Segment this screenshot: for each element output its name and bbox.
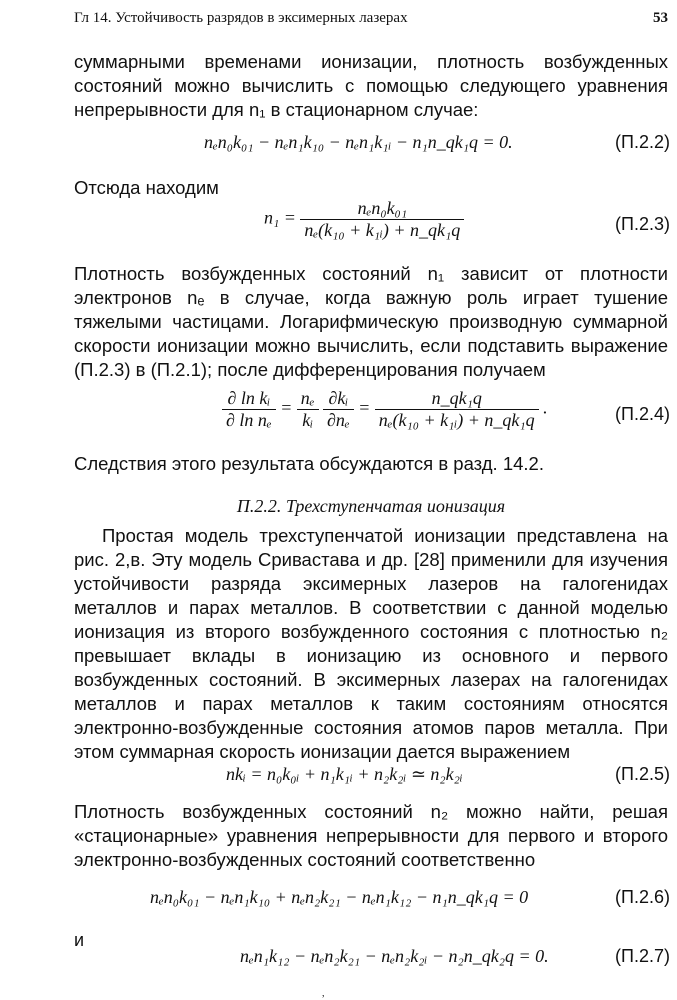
equation-p2-7 xyxy=(74,946,670,972)
equation-p2-3-number: (П.2.3) xyxy=(615,214,670,234)
paragraph-density-n2: Плотность возбужденных состояний n₂ можно найти, решая «стационарные» уравнения непрерывности для первого и второго электронно-возбужденных состояний соответственно xyxy=(74,801,668,870)
equation-p2-4-log-derivative xyxy=(222,388,276,431)
equation-p2-5-formula: nkᵢ = n₀k₀ᵢ + n₁k₁ᵢ + n₂k₂ᵢ ≃ n₂k₂ᵢ xyxy=(226,764,463,784)
print-speck: , xyxy=(322,988,325,999)
equation-p2-7-number: (П.2.7) xyxy=(615,946,670,966)
equation-p2-3-fraction xyxy=(300,198,464,241)
section-title: П.2.2. Трехступенчатая ионизация xyxy=(236,496,506,516)
equation-p2-4-equals-2: = xyxy=(358,397,371,418)
page-number: 53 xyxy=(653,10,668,26)
paragraph-intro: суммарными временами ионизации, плотность возбужденных состояний можно вычислить с помощью следующего уравнения непрерывности для n₁ в стационарном случае: xyxy=(74,51,668,120)
equation-p2-6 xyxy=(74,887,670,913)
equation-p2-2 xyxy=(74,132,670,158)
equation-p2-4-ratio xyxy=(297,388,319,431)
page-header xyxy=(74,10,668,32)
equation-p2-5 xyxy=(74,764,670,790)
equation-p2-4-ratio-num: nₑ xyxy=(300,388,315,408)
equation-p2-4-deriv-num: ∂kᵢ xyxy=(328,388,349,408)
equation-p2-3-denominator: nₑ(k₁₀ + k₁ᵢ) + n_qk₁q xyxy=(300,219,464,241)
equation-p2-6-formula: nₑn₀k₀₁ − nₑn₁k₁₀ + nₑn₂k₂₁ − nₑn₁k₁₂ − n₁n_qk₁q = 0 xyxy=(150,887,529,907)
equation-p2-4-period: . xyxy=(543,397,548,418)
equation-p2-3 xyxy=(74,198,670,254)
equation-p2-4-result-den: nₑ(k₁₀ + k₁ᵢ) + n_qk₁q xyxy=(375,409,539,431)
equation-p2-4-log-num: ∂ ln kᵢ xyxy=(227,388,271,408)
paragraph-three-step: Простая модель трехступенчатой ионизации представлена на рис. 2,в. Эту модель Сривастава и др. [28] применили для изучения устойчивости разряда эксимерных лазеров на галогенидах металлов и парах металлов. В соответствии с данной моделью ионизация из второго возбужденного состояния с плотностью n₂ превышает вклады в ионизацию из основного и первого возбужденных состояний. В эксимерных лазерах на галогенидах металлов и парах металлов к таким состояниям относятся электронно-возбужденные состояния атомов паров металла. При этом суммарная скорость ионизации дается выражением xyxy=(74,525,668,762)
equation-p2-3-lhs: n₁ = xyxy=(264,207,296,228)
conjunction-and: и xyxy=(74,930,85,950)
equation-p2-4-derivative xyxy=(323,388,354,431)
equation-p2-4-formula xyxy=(222,388,548,431)
equation-p2-3-numerator: nₑn₀k₀₁ xyxy=(357,198,408,218)
running-head: Гл 14. Устойчивость разрядов в эксимерных лазерах xyxy=(74,10,408,26)
equation-p2-4 xyxy=(74,388,670,448)
paragraph-density: Плотность возбужденных состояний n₁ зависит от плотности электронов nₑ в случае, когда важную роль играет тушение тяжелыми частицами. Логарифмическую производную суммарной скорости ионизации можно вычислить, если подставить выражение (П.2.3) в (П.2.1); после дифференцирования получаем xyxy=(74,263,668,380)
equation-p2-5-number: (П.2.5) xyxy=(615,764,670,784)
equation-p2-4-deriv-den: ∂nₑ xyxy=(323,409,354,431)
equation-p2-4-number: (П.2.4) xyxy=(615,404,670,424)
equation-p2-4-result xyxy=(375,388,539,431)
equation-p2-2-formula: nₑn₀k₀₁ − nₑn₁k₁₀ − nₑn₁k₁ᵢ − n₁n_qk₁q = 0. xyxy=(204,132,513,152)
equation-p2-2-number: (П.2.2) xyxy=(615,132,670,152)
equation-p2-4-log-den: ∂ ln nₑ xyxy=(222,409,276,431)
equation-p2-6-number: (П.2.6) xyxy=(615,887,670,907)
equation-p2-4-ratio-den: kᵢ xyxy=(297,409,319,431)
paragraph-hence: Отсюда находим xyxy=(74,177,219,198)
paragraph-consequences: Следствия этого результата обсуждаются в разд. 14.2. xyxy=(74,453,544,474)
equation-p2-4-result-num: n_qk₁q xyxy=(431,388,482,408)
equation-p2-3-formula xyxy=(264,198,464,241)
equation-p2-4-equals-1: = xyxy=(280,397,293,418)
equation-p2-7-formula: nₑn₁k₁₂ − nₑn₂k₂₁ − nₑn₂k₂ᵢ − n₂n_qk₂q = 0. xyxy=(240,946,549,966)
